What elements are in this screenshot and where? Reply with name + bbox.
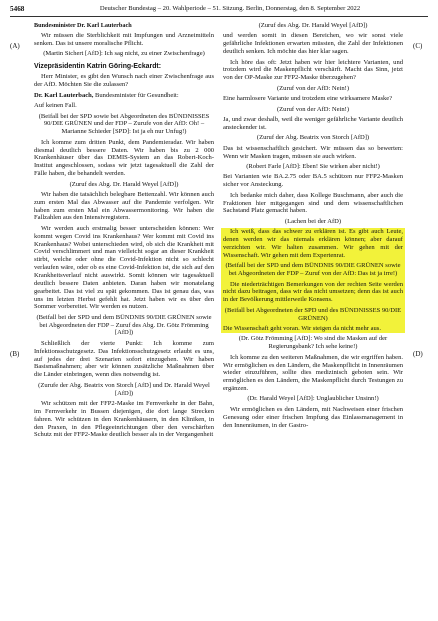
margin-marker-b: (B) — [10, 350, 20, 358]
highlighted-paragraph: Die Wissenschaft geht voran. Wir steigen da nicht mehr aus. — [223, 324, 381, 332]
right-column — [223, 22, 403, 432]
highlighted-paragraph: Ich weiß, dass das schwer zu erklären ist. Es gibt auch Leute, denen werden wir das niemals erklären können; aber darauf verzichten wir. Wir halten zusammen. Wir gehen mit der Wissenschaft. Wir gehen mit dem Expertenrat. — [223, 228, 403, 259]
paragraph: Ja, und zwar deshalb, weil die weniger gefährliche Variante deutlich ansteckender ist. — [223, 116, 403, 131]
running-title: Deutscher Bundestag – 20. Wahlperiode – 51. Sitzung. Berlin, Donnerstag, den 8. September 2022 — [99, 5, 361, 12]
paragraph: Ich höre das oft: Jetzt haben wir hier leichtere Varianten, und trotzdem wird die Maskenpflicht verschärft. Macht das Sinn, jetzt von der OP-Maske zur FFP2-Maske überzugehen? — [223, 58, 403, 82]
paragraph: Das ist wissenschaftlich gesichert. Wir müssen das so bewerten: Wenn wir Masken tragen, müssen sie auch wirken. — [223, 144, 403, 160]
vice-president-name: Vizepräsidentin Katrin Göring-Eckardt: — [34, 62, 161, 70]
header-rule — [10, 16, 428, 17]
interjection: (Robert Farle [AfD]: Eben! Sie wirken aber nicht!) — [246, 163, 380, 170]
speaker-line — [34, 92, 214, 100]
highlighted-interjection: (Beifall bei Abgeordneten der SPD und des BÜNDNISSES 90/DIE GRÜNEN) — [224, 306, 402, 322]
paragraph: Ich komme zu den weiteren Maßnahmen, die wir ergriffen haben. Wir ermöglichen es den Ländern, die Maskenpflicht in Innenräumen wieder einzuführen, sollte dies medizinisch geboten sein. Wir ermöglichen es den Ländern, die Maskenpflicht durch Testungen zu ergänzen. — [223, 353, 403, 393]
margin-marker-c: (C) — [413, 42, 423, 50]
paragraph: Wir müssen die Sterblichkeit mit Impfungen und Arzneimitteln senken. Das ist unsere moralische Pflicht. — [34, 31, 214, 47]
paragraph: Eine harmlosere Variante und trotzdem eine wirksamere Maske? — [223, 95, 393, 103]
paragraph: Wir schützen mit der FFP2-Maske im Fernverkehr in der Bahn, im Fernverkehr in Bussen diejenigen, die dort lange Strecken fahren. Wir schützen in den Krankenhäusern, in den Kliniken, in den Praxen, in den Pflegeeinrichtungen über den verschärften Schutz mit der FFP2-Maske deutlich besser als in der Vergangenheit — [34, 400, 214, 439]
interjection: (Beifall bei der SPD sowie bei Abgeordneten des BÜNDNISSES 90/DIE GRÜNEN und der FDP – Zurufe von der AfD: Oh! – Marianne Schieder [SPD]: Ist ja eh nur Unfug!) — [38, 112, 210, 136]
page-header — [10, 5, 428, 15]
paragraph: Ich komme zum dritten Punkt, dem Pandemieradar. Wir haben diesmal deutlich bessere Daten. Wir haben bis zu 2 000 Krankenhäuser über das DEMIS-System an das Robert-Koch-Institut angeschlossen, sodass wir jetzt tagesaktuell die Zahl der Fälle haben, die behandelt werden. — [34, 138, 214, 178]
paragraph: Herr Minister, es gibt den Wunsch nach einer Zwischenfrage aus der AfD. Möchten Sie die zulassen? — [34, 73, 214, 89]
paragraph: Wir ermöglichen es den Ländern, mit Nachweisen einer frischen Genesung oder einer frischen Impfung das Einlassmanagement in den Innenräumen, in der Gastro- — [223, 405, 403, 429]
speaker-role: Bundesminister für Gesundheit: — [93, 91, 179, 99]
page-number: 5468 — [10, 5, 25, 13]
interjection: (Zuruf von der AfD: Nein!) — [277, 84, 349, 92]
paragraph: Auf keinen Fall. — [34, 102, 77, 110]
speaker-running-header: Bundesminister Dr. Karl Lauterbach — [34, 22, 132, 29]
highlighted-interjection: (Beifall bei der SPD und dem BÜNDNIS 90/DIE GRÜNEN sowie bei Abgeordneten der FDP – Zuruf von der AfD: Das ist ja irre!) — [225, 262, 401, 278]
margin-marker-a: (A) — [10, 42, 20, 50]
interjection: (Martin Sichert [AfD]: Ich sag nicht, zu einer Zwischenfrage) — [43, 50, 205, 58]
paragraph: Ich bedanke mich daher, dass Kollege Buschmann, aber auch die Fraktionen hier mitgegangen sind und dem wissenschaftlichen Sachstand Platz gemacht haben. — [223, 191, 403, 215]
interjection: (Zuruf von der AfD: Nein!) — [277, 105, 349, 113]
interjection: (Dr. Götz Frömming [AfD]: Wo sind die Masken auf der Regierungsbank? Ich sehe keine!) — [238, 335, 388, 351]
interjection: (Beifall bei der SPD und dem BÜNDNIS 90/DIE GRÜNEN sowie bei Abgeordneten der FDP – Zuruf des Abg. Dr. Götz Frömming [AfD]) — [36, 313, 212, 337]
highlighted-passage — [221, 228, 405, 333]
paragraph: Wir werden auch erstmalig besser unterscheiden können: Wer kommt wegen Covid ins Krankenhaus? Wer kommt mit Covid ins Krankenhaus? Wobei unterschieden wird, ob sich die Krankheit mit Covid verschlimmert und man vielleicht sogar an dieser Krankheit stirbt, welche oder ohne die Covid-Infektion nicht so schlecht verlaufen wäre, oder ob es eine Covid-Infektion ist, die sich auf den Krankheitsverlauf nicht auswirkt. Somit können wir tagesaktuell deutlich bessere Daten anbieten. Daran haben wir monatelang gearbeitet. Das ist viel zu spät gekommen. Das ist genau das, was uns im letzten Herbst gefehlt hat. Jetzt haben wir es über den Sommer vorbereitet. Wir werden es nutzen. — [34, 224, 214, 311]
interjection: (Zuruf des Abg. Dr. Harald Weyel [AfD]) — [69, 180, 179, 188]
speaker-name: Dr. Karl Lauterbach, — [34, 91, 94, 99]
paragraph: Schließlich der vierte Punkt: Ich komme zum Infektionsschutzgesetz. Das Infektionsschutzgesetz erlaubt es uns, auf jedes der drei Szenarien sofort einzugehen. Wir haben Basismaßnahmen; aber wir können zusätzliche Maßnahmen über die Länder einbringen, wenn dies notwendig ist. — [34, 339, 214, 379]
left-column — [34, 22, 214, 442]
interjection: (Dr. Harald Weyel [AfD]: Unglaublicher Unsinn!) — [247, 395, 379, 403]
paragraph: Bei Varianten wie BA.2.75 oder BA.5 schützen nur FFP2-Masken sicher vor Ansteckung. — [223, 173, 403, 189]
interjection: (Lachen bei der AfD) — [284, 217, 342, 225]
highlighted-paragraph: Die niederträchtigen Bemerkungen von der rechten Seite werden nicht dazu beitragen, dass wir das nicht umsetzen; denn das ist auch in der Bevölkerung mittlerweile Konsens. — [223, 280, 403, 304]
interjection: (Zurufe der Abg. Beatrix von Storch [AfD] und Dr. Harald Weyel [AfD]) — [38, 381, 210, 397]
margin-marker-d: (D) — [413, 350, 423, 358]
paragraph: und werden somit in diesen Bereichen, wo wir sonst viele gefährliche Infektionen erwarten müssten, die Zahl der Infektionen deutlich senken. Ich möchte das hier klar sagen. — [223, 32, 403, 56]
paragraph: Wir haben die tatsächlich belegbare Bettenzahl. Wir können auch zum ersten Mal das Abwasser auf die Pandemie verfolgen. Wir haben zum ersten Mal ein Abwassermonitoring. Wir haben die Fallzahlen aus den Intensivregistern. — [34, 190, 214, 222]
interjection: (Zuruf der Abg. Beatrix von Storch [AfD]) — [256, 134, 370, 142]
interjection: (Zuruf des Abg. Dr. Harald Weyel [AfD]) — [258, 22, 368, 29]
